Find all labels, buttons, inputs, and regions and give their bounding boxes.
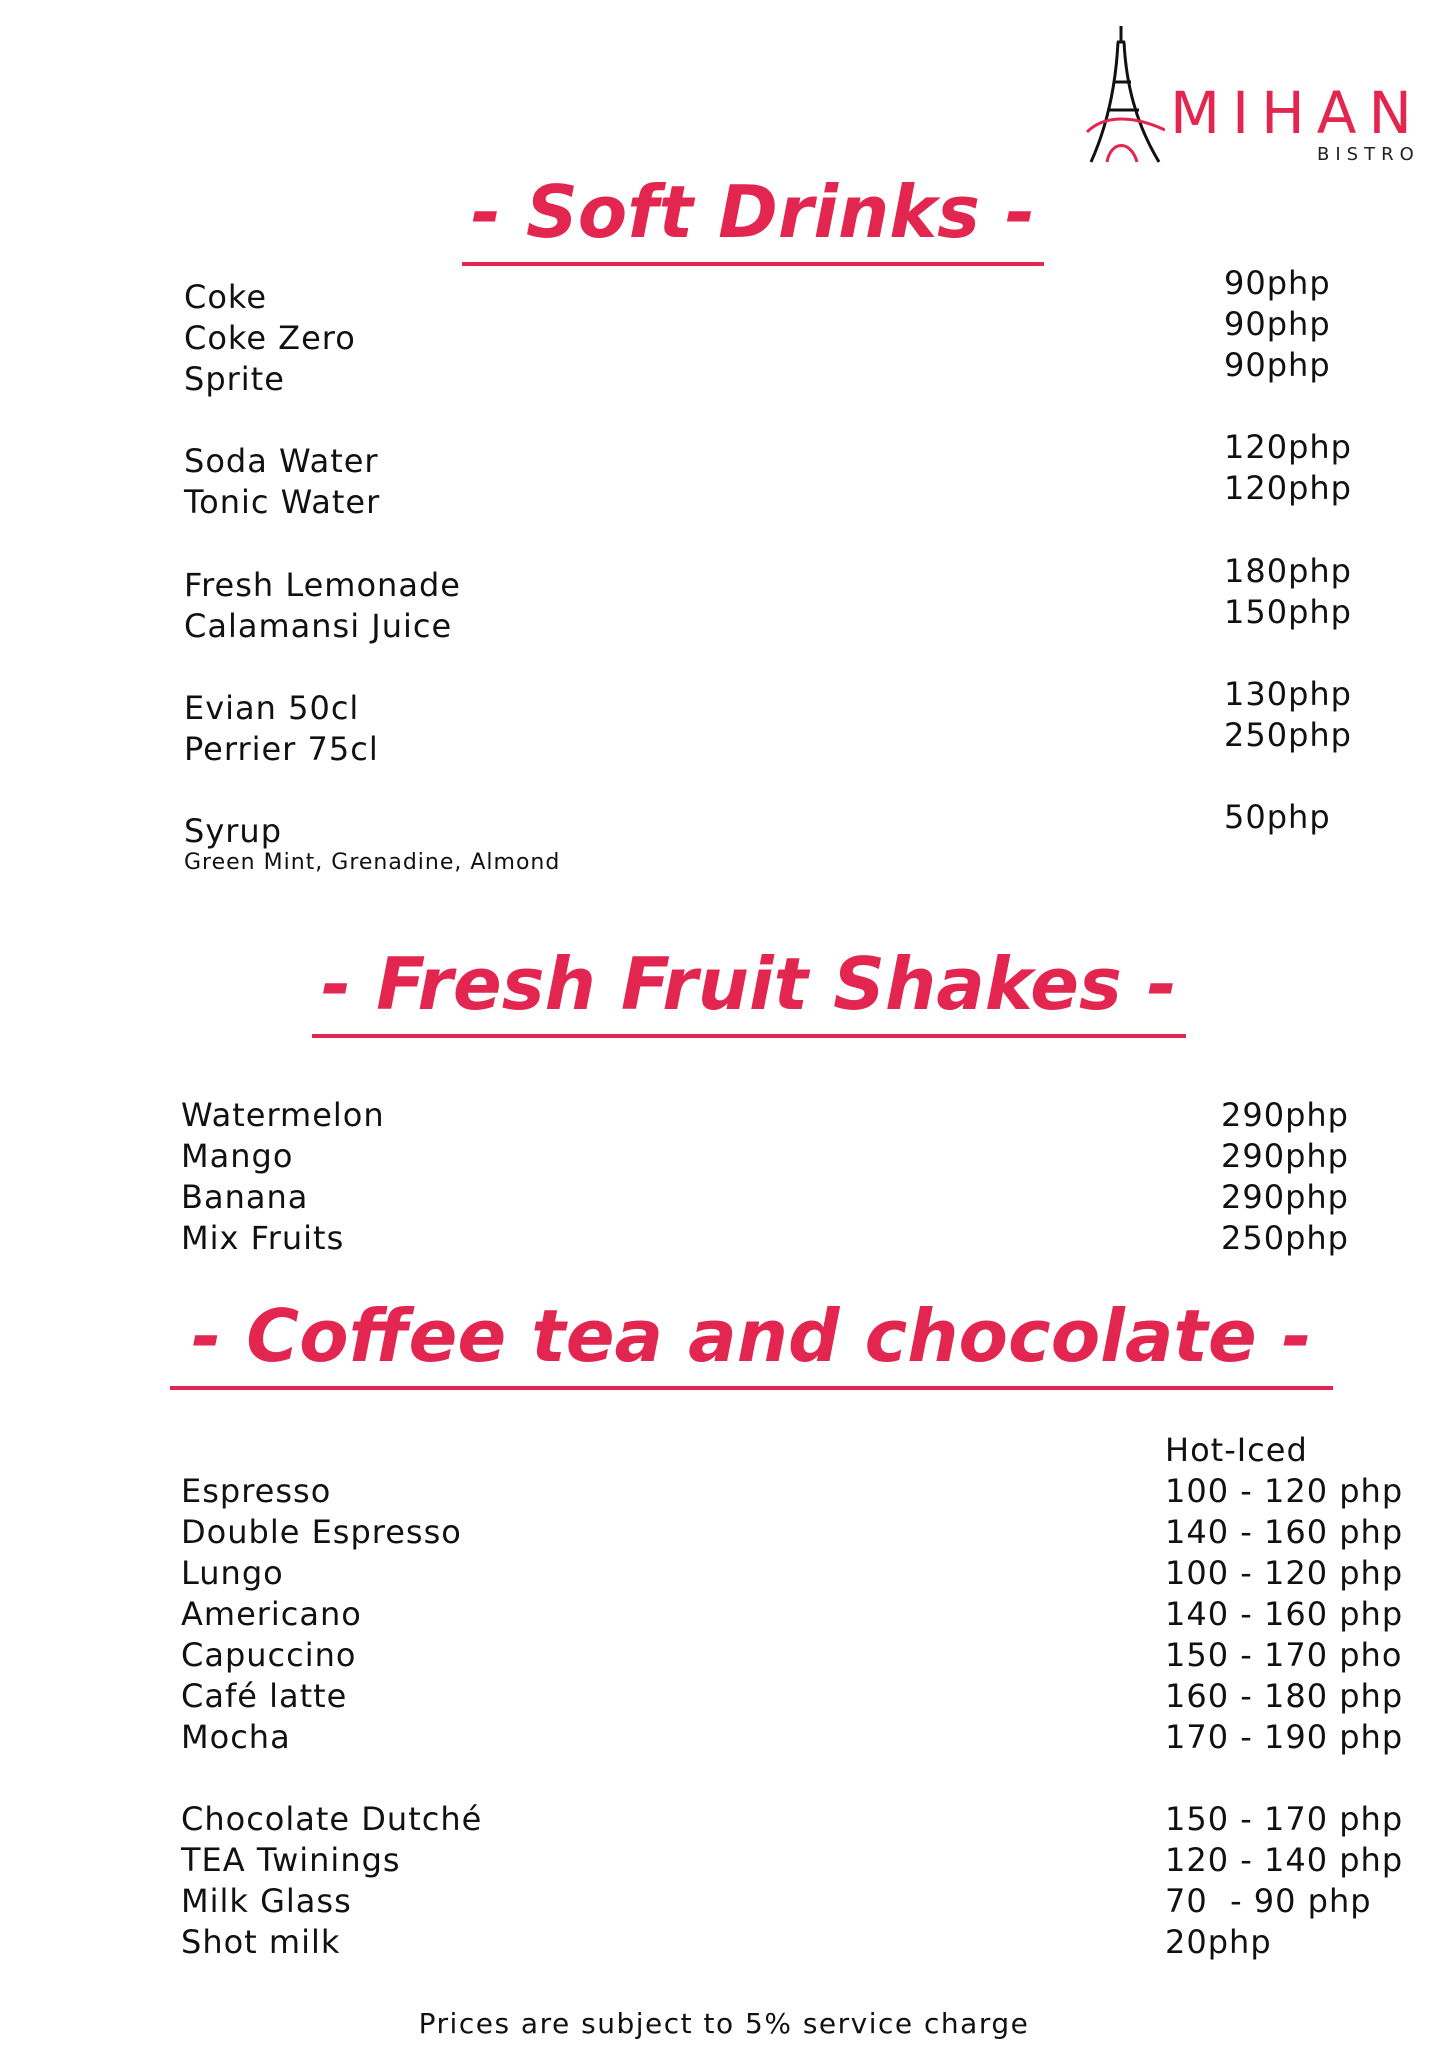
menu-item-name: Sprite (184, 360, 285, 398)
mihan-bistro-logo (1085, 22, 1425, 172)
menu-item-name: Double Espresso (181, 1513, 462, 1551)
menu-item-name: Mocha (181, 1718, 291, 1756)
menu-item-name: Soda Water (184, 442, 379, 480)
menu-item-name: Mix Fruits (181, 1219, 345, 1257)
menu-item-name: Americano (181, 1595, 362, 1633)
menu-item-price: 290php (1221, 1178, 1349, 1216)
menu-item-name: Capuccino (181, 1636, 357, 1674)
menu-item-price: 150 - 170 php (1165, 1800, 1404, 1838)
eiffel-tower-icon (1085, 22, 1165, 172)
menu-item-price: 130php (1224, 675, 1352, 713)
menu-item-name: Chocolate Dutché (181, 1800, 483, 1838)
menu-item-name: TEA Twinings (181, 1841, 401, 1879)
menu-item-price: 160 - 180 php (1165, 1677, 1404, 1715)
menu-item-name: Calamansi Juice (184, 607, 453, 645)
menu-item-name: Espresso (181, 1472, 332, 1510)
section-title-coffee: - Coffee tea and chocolate - (170, 1300, 1333, 1390)
menu-item-price: 140 - 160 php (1165, 1595, 1404, 1633)
menu-item-name: Evian 50cl (184, 689, 360, 727)
menu-item-price: 90php (1224, 264, 1331, 302)
menu-item-price: 250php (1221, 1219, 1349, 1257)
menu-item-price: 170 - 190 php (1165, 1718, 1404, 1756)
menu-item-name: Mango (181, 1137, 294, 1175)
menu-item-price: 20php (1165, 1923, 1272, 1961)
menu-item-name: Tonic Water (184, 483, 381, 521)
menu-item-name: Perrier 75cl (184, 730, 379, 768)
menu-item-price: 120php (1224, 469, 1352, 507)
menu-item-price: 100 - 120 php (1165, 1472, 1404, 1510)
menu-item-name: Coke Zero (184, 319, 356, 357)
menu-item-note: Green Mint, Grenadine, Almond (184, 850, 561, 875)
menu-item-price: 70 - 90 php (1165, 1882, 1372, 1920)
menu-item-name: Syrup (184, 812, 282, 850)
menu-item-price: 120 - 140 php (1165, 1841, 1404, 1879)
menu-item-price: 140 - 160 php (1165, 1513, 1404, 1551)
menu-item-price: 90php (1224, 346, 1331, 384)
menu-item-name: Fresh Lemonade (184, 566, 461, 604)
service-charge-note: Prices are subject to 5% service charge (418, 2007, 1030, 2040)
menu-item-name: Watermelon (181, 1096, 385, 1134)
menu-item-price: 290php (1221, 1137, 1349, 1175)
menu-item-price: 250php (1224, 716, 1352, 754)
section-title-fruit-shakes: - Fresh Fruit Shakes - (312, 948, 1186, 1038)
menu-item-price: 180php (1224, 552, 1352, 590)
menu-item-name: Shot milk (181, 1923, 341, 1961)
menu-item-price: 90php (1224, 305, 1331, 343)
menu-item-price: 120php (1224, 428, 1352, 466)
menu-item-price: 100 - 120 php (1165, 1554, 1404, 1592)
brand-subtitle: BISTRO (1317, 144, 1420, 165)
menu-item-name: Coke (184, 278, 267, 316)
menu-item-price: 150php (1224, 593, 1352, 631)
menu-item-name: Banana (181, 1178, 309, 1216)
menu-item-name: Café latte (181, 1677, 348, 1715)
menu-item-price: 290php (1221, 1096, 1349, 1134)
menu-item-price: 50php (1224, 798, 1331, 836)
brand-name: MIHAN (1170, 79, 1424, 147)
price-column-header: Hot-Iced (1165, 1431, 1308, 1469)
menu-item-name: Lungo (181, 1554, 284, 1592)
menu-item-price: 150 - 170 pho (1165, 1636, 1403, 1674)
section-title-soft-drinks: - Soft Drinks - (462, 176, 1044, 266)
menu-item-name: Milk Glass (181, 1882, 352, 1920)
